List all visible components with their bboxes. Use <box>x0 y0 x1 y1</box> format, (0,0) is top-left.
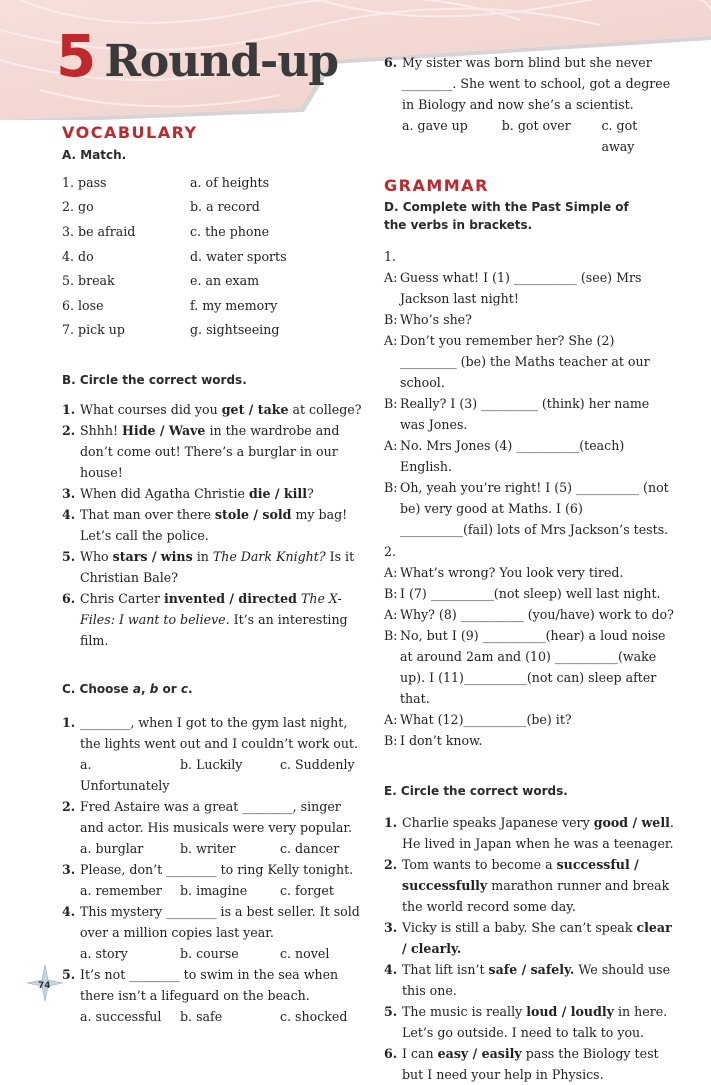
word-choice[interactable]: loud / loudly <box>526 1004 614 1019</box>
item-pre: When did Agatha Christie <box>80 486 249 502</box>
item-text <box>402 1001 674 1043</box>
mc-options <box>384 115 674 157</box>
speaker: A: <box>384 438 398 453</box>
mc-options <box>62 880 362 901</box>
item-number: 6. <box>62 591 76 607</box>
item-text <box>80 399 362 420</box>
match-left: 6. lose <box>62 297 104 313</box>
match-phrase: a record <box>206 199 260 215</box>
item-text <box>402 917 674 959</box>
dialogue-line <box>384 435 674 477</box>
option-b[interactable]: b. writer <box>180 841 236 857</box>
item-question: My sister was born blind but she never ________. She went to school, got a degree in Biology and now she’s a scientist. <box>402 55 671 112</box>
match-row <box>62 268 362 293</box>
match-left: 3. be afraid <box>62 223 136 239</box>
mc-item <box>384 52 674 157</box>
match-phrase: water sports <box>206 248 287 264</box>
item-pre: What courses did you <box>80 402 222 418</box>
grammar-title: GRAMMAR <box>384 176 489 195</box>
speaker: B: <box>384 396 398 411</box>
dialogue-line <box>384 330 674 393</box>
mc-options <box>62 838 362 859</box>
exercise-item <box>62 399 362 420</box>
item-text <box>402 812 674 854</box>
dialogue-line <box>384 709 674 730</box>
item-pre: Tom wants to become a <box>402 857 557 872</box>
exercise-item <box>62 588 362 651</box>
option-a[interactable]: a. gave up <box>402 118 468 133</box>
section-c-item-6 <box>384 52 674 157</box>
option-a[interactable]: a. remember <box>80 883 162 899</box>
option-c[interactable]: c. got away <box>601 118 638 154</box>
match-right <box>190 319 279 340</box>
item-number: 1. <box>384 815 398 830</box>
section-a-heading: A. Match. <box>62 148 127 162</box>
speaker: A: <box>384 565 398 580</box>
item-number: 3. <box>62 486 76 502</box>
vocabulary-title: VOCABULARY <box>62 123 198 142</box>
option-b[interactable]: b. safe <box>180 1009 223 1025</box>
item-number: 2. <box>384 857 398 872</box>
mc-item <box>62 796 362 859</box>
option-a[interactable]: a. burglar <box>80 841 144 857</box>
item-number: 1. <box>62 715 76 731</box>
option-c[interactable]: c. dancer <box>280 841 340 857</box>
mc-item <box>62 859 362 901</box>
exercise-item <box>384 854 674 917</box>
match-left: 2. go <box>62 199 94 215</box>
item-post: in here. Let’s go outside. I need to talk to you. <box>402 1004 668 1040</box>
match-phrase: sightseeing <box>206 322 280 338</box>
exercise-item <box>384 812 674 854</box>
dialogue-line <box>384 604 674 625</box>
section-e-heading: E. Circle the correct words. <box>384 784 568 798</box>
match-list <box>62 170 362 342</box>
item-post: pass the Biology test but I need your help in Physics. <box>402 1046 659 1082</box>
item-number: 1. <box>62 402 76 418</box>
item-question: Fred Astaire was a great ________, singer and actor. His musicals were very popular. <box>80 799 353 836</box>
line-text: Really? I (3) _________ (think) her name was Jones. <box>400 396 650 432</box>
mc-item <box>62 712 362 796</box>
unit-title-text: Round-up <box>104 36 339 87</box>
match-letter: d. <box>190 248 203 264</box>
line-text: Who’s she? <box>400 312 472 327</box>
item-text <box>80 588 362 651</box>
item-post: We should use this one. <box>402 962 671 998</box>
dialogue-line <box>384 625 674 709</box>
speaker: A: <box>384 333 398 348</box>
item-post: my bag! Let’s call the police. <box>80 507 348 544</box>
line-text: No, but I (9) __________(hear) a loud noise at around 2am and (10) __________(wake up). I (11)__________(not can) sleep after that. <box>400 628 666 706</box>
item-text <box>80 546 362 588</box>
section-c-heading: C. Choose a, b or c. <box>62 682 193 697</box>
item-pre: Chris Carter <box>80 591 164 607</box>
item-post: in <box>192 549 213 565</box>
item-number: 5. <box>62 549 76 565</box>
item-pre: I can <box>402 1046 438 1061</box>
section-c-list <box>62 712 362 1027</box>
item-text <box>80 504 362 546</box>
item-pre: Shhh! <box>80 423 123 439</box>
section-b-heading: B. Circle the correct words. <box>62 373 247 388</box>
dialogue-line <box>384 562 674 583</box>
item-title: The X-Files: I want to believe. <box>80 591 342 628</box>
line-text: No. Mrs Jones (4) __________(teach) English. <box>400 438 625 474</box>
word-choice[interactable]: easy / easily <box>437 1046 522 1061</box>
speaker: B: <box>384 586 398 601</box>
exercise-item <box>62 420 362 483</box>
word-choice[interactable]: stars / wins <box>112 549 193 565</box>
match-phrase: of heights <box>205 174 270 190</box>
option-b[interactable]: b. got over <box>501 118 571 133</box>
match-row <box>62 293 362 318</box>
mc-options <box>62 1006 362 1027</box>
item-pre: Vicky is still a baby. She can’t speak <box>402 920 637 935</box>
dialogue-2 <box>384 562 674 751</box>
match-letter: g. <box>190 322 203 338</box>
match-letter: c. <box>190 223 202 239</box>
item-number: 6. <box>384 1046 398 1061</box>
speaker: B: <box>384 480 398 495</box>
match-phrase: my memory <box>202 297 278 313</box>
mc-item <box>62 901 362 964</box>
option-a[interactable]: a. story <box>80 946 128 962</box>
part2-label: 2. <box>384 544 397 559</box>
match-left: 5. break <box>62 273 115 289</box>
match-right <box>190 172 269 193</box>
unit-number: 5 <box>56 22 95 90</box>
word-choice[interactable]: safe / safely. <box>488 962 575 977</box>
option-c[interactable]: c. shocked <box>280 1009 348 1025</box>
line-text: Oh, yeah you’re right! I (5) __________ (not be) very good at Maths. I (6) __________(fail) lots of Mrs Jackson’s tests. <box>400 480 669 537</box>
dialogue-1 <box>384 267 674 540</box>
speaker: B: <box>384 628 398 643</box>
item-number: 2. <box>62 423 76 439</box>
match-left: 7. pick up <box>62 322 125 338</box>
line-text: Don’t you remember her? She (2) _________ (be) the Maths teacher at our school. <box>400 333 650 390</box>
item-post: . He lived in Japan when he was a teenager. <box>402 815 674 851</box>
match-row <box>62 195 362 220</box>
mc-options <box>62 754 362 796</box>
item-post2: Is it Christian Bale? <box>80 549 355 586</box>
unit-title <box>56 22 338 90</box>
mc-options <box>62 943 362 964</box>
item-text <box>80 483 362 504</box>
word-choice[interactable]: get / take <box>221 402 289 418</box>
dialogue-line <box>384 477 674 540</box>
word-choice[interactable]: stole / sold <box>214 507 292 523</box>
item-number: 6. <box>384 55 398 70</box>
word-choice[interactable]: Hide / Wave <box>122 423 206 439</box>
item-post2: It’s an interesting film. <box>80 612 348 649</box>
item-number: 4. <box>62 904 76 920</box>
item-number: 5. <box>384 1004 398 1019</box>
dialogue-line <box>384 583 674 604</box>
item-pre: That lift isn’t <box>402 962 489 977</box>
line-text: Guess what! I (1) __________ (see) Mrs Jackson last night! <box>400 270 642 306</box>
item-text <box>402 1043 674 1085</box>
line-text: I (7) __________(not sleep) well last night. <box>400 586 661 601</box>
match-right <box>190 295 277 316</box>
exercise-item <box>384 959 674 1001</box>
option-b[interactable]: b. course <box>180 946 239 962</box>
exercise-item <box>62 546 362 588</box>
match-row <box>62 219 362 244</box>
speaker: B: <box>384 312 398 327</box>
option-b[interactable]: b. Luckily <box>180 757 243 773</box>
item-question: ________, when I got to the gym last night, the lights went out and I couldn’t work out. <box>80 715 358 752</box>
speaker: A: <box>384 712 398 727</box>
match-letter: e. <box>190 273 202 289</box>
word-choice[interactable]: die / kill <box>248 486 307 502</box>
match-letter: a. <box>190 174 202 190</box>
item-pre: Charlie speaks Japanese very <box>402 815 594 830</box>
item-text <box>402 854 674 917</box>
item-number: 2. <box>62 799 76 815</box>
dialogue-line <box>384 730 674 751</box>
option-c[interactable]: c. Suddenly <box>280 757 355 773</box>
match-row <box>62 170 362 195</box>
item-number: 3. <box>384 920 398 935</box>
dialogue-line <box>384 393 674 435</box>
item-post: in the wardrobe and don’t come out! There’s a burglar in our house! <box>80 423 340 481</box>
exercise-item <box>384 917 674 959</box>
word-choice[interactable]: good / well <box>593 815 670 830</box>
match-row <box>62 318 362 343</box>
section-d-heading: D. Complete with the Past Simple of the verbs in brackets. <box>384 200 629 232</box>
speaker: A: <box>384 270 398 285</box>
word-choice[interactable]: invented / directed <box>163 591 297 607</box>
item-title: The Dark Knight? <box>212 549 326 565</box>
speaker: B: <box>384 733 398 748</box>
match-left: 1. pass <box>62 174 107 190</box>
line-text: What’s wrong? You look very tired. <box>400 565 624 580</box>
match-right <box>190 246 287 267</box>
option-b[interactable]: b. imagine <box>180 883 248 899</box>
dialogue-line <box>384 309 674 330</box>
exercise-item <box>384 1043 674 1085</box>
item-post: marathon runner and break the world record some day. <box>402 878 670 914</box>
item-text <box>80 420 362 483</box>
exercise-item <box>62 483 362 504</box>
match-right <box>190 270 259 291</box>
item-text <box>402 959 674 1001</box>
word-choice[interactable]: clear / clearly. <box>402 920 672 956</box>
section-e-list <box>384 812 674 1085</box>
item-post: ? <box>307 486 314 502</box>
left-column <box>62 120 362 1027</box>
item-pre: Who <box>80 549 113 565</box>
option-a[interactable]: a. successful <box>80 1009 162 1025</box>
dialogue-line <box>384 267 674 309</box>
match-letter: b. <box>190 199 203 215</box>
line-text: Why? (8) __________ (you/have) work to do? <box>400 607 674 622</box>
exercise-item <box>62 504 362 546</box>
match-right <box>190 221 269 242</box>
item-question: It’s not ________ to swim in the sea when there isn’t a lifeguard on the beach. <box>80 967 339 1004</box>
item-question: Please, don’t ________ to ring Kelly tonight. <box>80 862 354 878</box>
item-number: 5. <box>62 967 76 983</box>
right-column <box>384 52 674 1085</box>
item-pre: The music is really <box>402 1004 527 1019</box>
item-number: 3. <box>62 862 76 878</box>
line-text: I don’t know. <box>400 733 483 748</box>
match-phrase: the phone <box>205 223 270 239</box>
match-letter: f. <box>190 297 199 313</box>
speaker: A: <box>384 607 398 622</box>
match-row <box>62 244 362 269</box>
word-choice[interactable]: successful / successfully <box>402 857 639 893</box>
section-b-list <box>62 399 362 651</box>
item-number: 4. <box>62 507 76 523</box>
line-text: What (12)__________(be) it? <box>400 712 572 727</box>
option-a[interactable]: a. Unfortunately <box>80 757 170 794</box>
part1-label: 1. <box>384 249 397 264</box>
option-c[interactable]: c. novel <box>280 946 330 962</box>
match-left: 4. do <box>62 248 94 264</box>
mc-item <box>62 964 362 1027</box>
match-right <box>190 196 260 217</box>
item-number: 4. <box>384 962 398 977</box>
item-post: at college? <box>288 402 362 418</box>
page-number: 74 <box>38 981 51 991</box>
option-c[interactable]: c. forget <box>280 883 334 899</box>
exercise-item <box>384 1001 674 1043</box>
item-question: This mystery ________ is a best seller. It sold over a million copies last year. <box>80 904 360 941</box>
item-pre: That man over there <box>80 507 215 523</box>
match-phrase: an exam <box>205 273 260 289</box>
